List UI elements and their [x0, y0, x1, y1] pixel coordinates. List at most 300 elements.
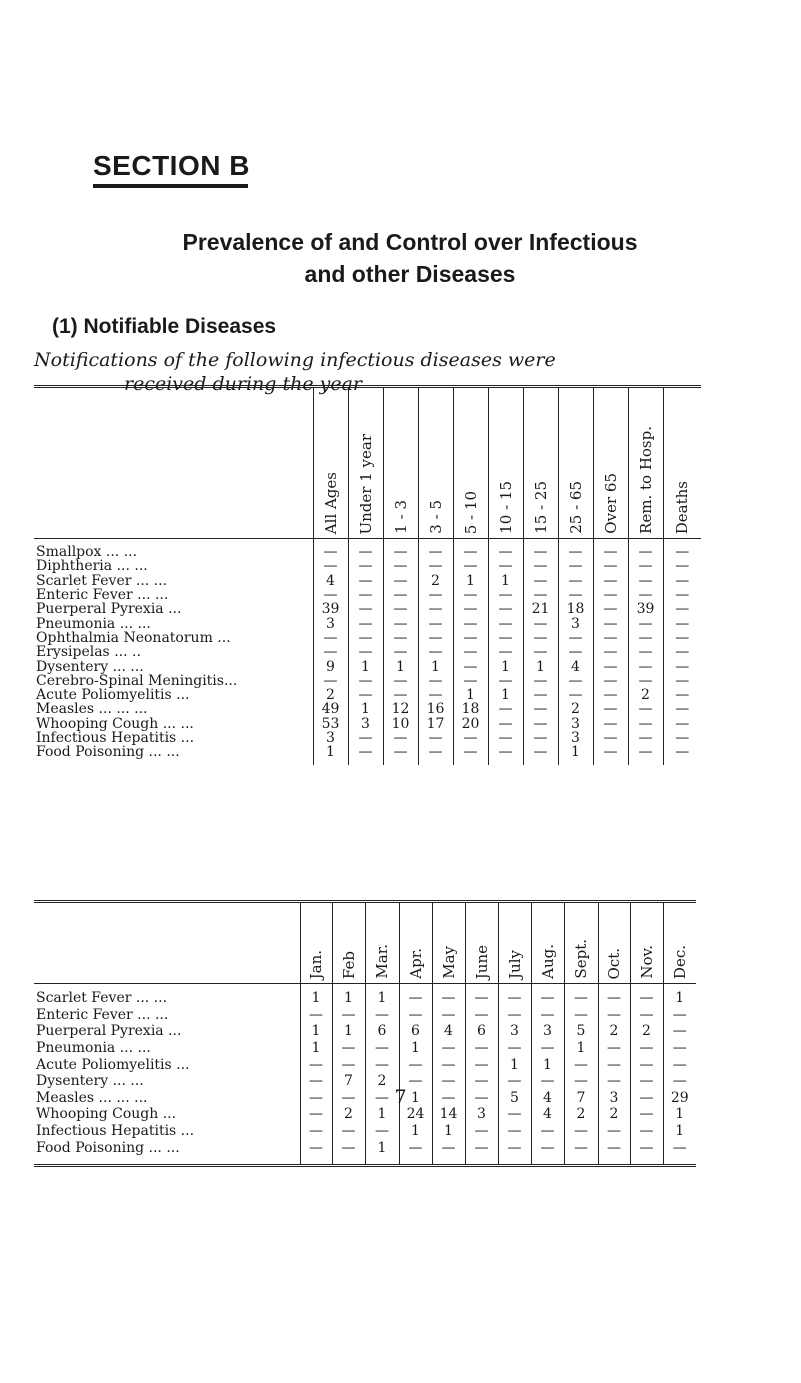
table-cell: — [593, 602, 628, 616]
table-cell: — [300, 1090, 332, 1107]
column-header-label: Sept. [572, 939, 590, 979]
table-cell: — [663, 559, 701, 573]
table-cell: 1 [523, 659, 558, 673]
table-cell: — [523, 645, 558, 659]
column-header [564, 902, 598, 984]
column-header-label: Aug. [538, 944, 557, 979]
table-row [34, 1007, 696, 1024]
table-cell: — [593, 539, 628, 560]
table-cell: 1 [365, 984, 399, 1007]
table-cell: — [399, 1139, 432, 1165]
table-cell: — [558, 688, 593, 702]
table-cell: — [348, 588, 383, 602]
table-cell: — [663, 731, 701, 745]
table-cell: — [313, 588, 348, 602]
table-cell: 17 [418, 717, 453, 731]
column-header-label: 25 - 65 [566, 481, 585, 534]
table-corner [34, 902, 300, 984]
disease-name: Scarlet Fever ... ... [36, 990, 168, 1007]
table-cell: 2 [598, 1106, 630, 1123]
table-cell: — [593, 631, 628, 645]
table-cell: — [663, 602, 701, 616]
table-cell: — [598, 1007, 630, 1024]
table-cell: — [630, 1073, 663, 1090]
table-cell: 1 [488, 688, 523, 702]
table-cell: 4 [558, 659, 593, 673]
column-header-label: Oct. [605, 947, 623, 979]
table-cell: — [598, 1123, 630, 1140]
table-cell: 1 [300, 1040, 332, 1057]
table-cell: — [348, 745, 383, 765]
column-header [313, 387, 348, 539]
table-cell: — [564, 1056, 598, 1073]
table-cell: 2 [598, 1023, 630, 1040]
table-cell: — [498, 984, 531, 1007]
table-cell: — [348, 559, 383, 573]
table-cell: — [348, 539, 383, 560]
column-header [628, 387, 663, 539]
table-cell: 1 [399, 1123, 432, 1140]
column-header-label: 10 - 15 [496, 481, 515, 534]
table-cell: 1 [365, 1106, 399, 1123]
table-cell: — [531, 1123, 564, 1140]
table-row [34, 588, 701, 602]
table-cell: — [453, 631, 488, 645]
table-cell: — [488, 702, 523, 716]
column-header-label: Deaths [673, 480, 692, 534]
table-cell: 1 [498, 1056, 531, 1073]
table-cell: — [313, 674, 348, 688]
table-cell: — [432, 1007, 465, 1024]
table-row [34, 1139, 696, 1165]
table-cell: — [418, 688, 453, 702]
table-cell: — [663, 717, 701, 731]
table-row [34, 539, 701, 560]
table-cell: — [523, 588, 558, 602]
table-cell: — [453, 539, 488, 560]
table-cell: — [593, 688, 628, 702]
column-header [348, 387, 383, 539]
column-header-label: May [439, 946, 458, 979]
table-cell: — [558, 631, 593, 645]
table-cell: — [630, 984, 663, 1007]
column-header [465, 902, 498, 984]
column-header [418, 387, 453, 539]
table-cell: — [365, 1040, 399, 1057]
table-cell: — [348, 688, 383, 702]
table-cell: 21 [523, 602, 558, 616]
table-cell: — [564, 984, 598, 1007]
disease-name: Scarlet Fever ... ... [36, 572, 168, 589]
table-cell: — [418, 631, 453, 645]
table-cell: 6 [465, 1023, 498, 1040]
title-line-2: and other Diseases [304, 261, 516, 287]
table-cell: 1 [663, 1123, 696, 1140]
table-cell: — [523, 717, 558, 731]
column-header-label: Dec. [670, 944, 689, 979]
table-row [34, 1023, 696, 1040]
table-cell: 1 [432, 1123, 465, 1140]
table-cell: 1 [453, 688, 488, 702]
table-cell: 3 [531, 1023, 564, 1040]
table-cell: — [313, 559, 348, 573]
disease-name: Measles ... ... ... [36, 1089, 148, 1106]
table-cell: 3 [558, 616, 593, 630]
table-cell: — [523, 631, 558, 645]
table-row [34, 984, 696, 1007]
table-cell: — [628, 659, 663, 673]
table-cell: — [432, 1139, 465, 1165]
table-cell: 39 [628, 602, 663, 616]
table-cell: — [488, 745, 523, 765]
table-cell: — [630, 1040, 663, 1057]
table-cell: — [418, 602, 453, 616]
table-cell: — [628, 539, 663, 560]
table-cell: — [663, 1023, 696, 1040]
table-cell: — [498, 1040, 531, 1057]
section-underline [93, 184, 248, 188]
table-cell: — [564, 1007, 598, 1024]
table-cell: — [418, 731, 453, 745]
table-cell: — [383, 731, 418, 745]
table-cell: 3 [465, 1106, 498, 1123]
disease-name: Food Poisoning ... ... [36, 1139, 180, 1156]
table-cell: — [348, 574, 383, 588]
table-cell: — [488, 616, 523, 630]
table-cell: — [598, 1040, 630, 1057]
table-cell: 10 [383, 717, 418, 731]
table-cell: 1 [313, 745, 348, 765]
table-cell: 1 [365, 1139, 399, 1165]
table-cell: 3 [558, 717, 593, 731]
disease-name: Puerperal Pyrexia ... [36, 601, 182, 618]
table-cell: — [418, 539, 453, 560]
table-cell: 2 [313, 688, 348, 702]
table-cell: — [523, 702, 558, 716]
table-cell: — [383, 574, 418, 588]
column-header-label: June [472, 944, 491, 979]
table-cell: 4 [432, 1023, 465, 1040]
table-cell: — [418, 559, 453, 573]
disease-name: Puerperal Pyrexia ... [36, 1023, 182, 1040]
disease-name: Dysentery ... ... [36, 1073, 144, 1090]
intro-line-2: received during the year [124, 373, 363, 395]
table-cell: 39 [313, 602, 348, 616]
table-cell: 2 [418, 574, 453, 588]
table-cell: — [383, 559, 418, 573]
table-cell: — [598, 1073, 630, 1090]
table-row [34, 602, 701, 616]
table-cell: 3 [498, 1023, 531, 1040]
column-header-label: Mar. [373, 944, 391, 979]
table-cell: — [383, 602, 418, 616]
table-cell: 12 [383, 702, 418, 716]
section-heading: SECTION B [93, 150, 250, 181]
table-cell: 2 [628, 688, 663, 702]
table-cell: — [300, 1139, 332, 1165]
table-cell: — [663, 1073, 696, 1090]
table-cell: — [453, 674, 488, 688]
table-cell: — [332, 1123, 365, 1140]
table-cell: — [488, 588, 523, 602]
table-cell: 1 [332, 1023, 365, 1040]
table-cell: — [663, 1056, 696, 1073]
table-cell: 1 [531, 1056, 564, 1073]
table-cell: 5 [498, 1090, 531, 1107]
table-cell: — [365, 1056, 399, 1073]
table-cell: — [593, 717, 628, 731]
table-cell: 2 [558, 702, 593, 716]
column-header [630, 902, 663, 984]
table-cell: 1 [300, 984, 332, 1007]
disease-name: Infectious Hepatitis ... [36, 730, 195, 746]
table-cell: — [531, 1040, 564, 1057]
table-cell: — [593, 645, 628, 659]
table-cell: — [432, 1056, 465, 1073]
age-group-table [34, 385, 701, 765]
table-row [34, 717, 701, 731]
table-row [34, 616, 701, 630]
table-cell: — [628, 631, 663, 645]
table-cell: 3 [313, 731, 348, 745]
column-header-label: 15 - 25 [531, 481, 550, 534]
table-cell: 1 [453, 574, 488, 588]
table-cell: — [313, 645, 348, 659]
subheading: (1) Notifiable Diseases [52, 315, 277, 338]
table-cell: — [498, 1073, 531, 1090]
table-cell: — [598, 1139, 630, 1165]
table-cell: — [453, 645, 488, 659]
table-cell: — [593, 559, 628, 573]
table-cell: — [628, 731, 663, 745]
column-header [523, 387, 558, 539]
disease-name: Pneumonia ... ... [36, 1040, 151, 1057]
table-cell: — [313, 539, 348, 560]
table-cell: — [498, 1139, 531, 1165]
table-corner [34, 387, 313, 539]
table-cell: — [432, 1073, 465, 1090]
table-cell: — [593, 588, 628, 602]
table-cell: — [663, 539, 701, 560]
table-cell: 1 [348, 659, 383, 673]
table-cell: — [593, 659, 628, 673]
table-cell: — [663, 588, 701, 602]
table-cell: — [523, 559, 558, 573]
table-cell: 5 [564, 1023, 598, 1040]
table-cell: — [531, 1139, 564, 1165]
column-header [488, 387, 523, 539]
table-cell: — [383, 645, 418, 659]
table-cell: — [418, 745, 453, 765]
table-cell: — [630, 1056, 663, 1073]
column-header-label: Nov. [637, 945, 656, 979]
table-cell: 3 [348, 717, 383, 731]
table-cell: — [663, 1040, 696, 1057]
table-cell: — [383, 631, 418, 645]
table-cell: — [453, 616, 488, 630]
table-cell: — [564, 1073, 598, 1090]
table-cell: — [523, 616, 558, 630]
table-cell: — [300, 1007, 332, 1024]
table-cell: 2 [365, 1073, 399, 1090]
column-header [593, 387, 628, 539]
table-row [34, 745, 701, 765]
table-cell: — [300, 1073, 332, 1090]
table-cell: — [399, 1007, 432, 1024]
table-cell: — [593, 574, 628, 588]
table-cell: — [630, 1090, 663, 1107]
column-header-label: 1 - 3 [391, 500, 410, 534]
table-cell: — [558, 559, 593, 573]
table-cell: 1 [418, 659, 453, 673]
table-cell: — [300, 1106, 332, 1123]
column-header-label: Apr. [406, 948, 425, 979]
table-cell: 18 [558, 602, 593, 616]
table-cell: 53 [313, 717, 348, 731]
disease-name: Whooping Cough ... [36, 1106, 177, 1123]
table-cell: 1 [663, 1106, 696, 1123]
table-row [34, 1123, 696, 1140]
disease-name: Food Poisoning ... ... [36, 744, 180, 761]
table-row [34, 1106, 696, 1123]
disease-name: Erysipelas ... .. [36, 644, 141, 661]
table-cell: — [399, 1073, 432, 1090]
column-header [558, 387, 593, 539]
table-cell: — [332, 1056, 365, 1073]
table-cell: — [630, 1139, 663, 1165]
page-number: 7 [394, 1086, 407, 1108]
table-cell: — [663, 745, 701, 765]
column-header-label: Feb [339, 950, 358, 979]
table-cell: — [663, 645, 701, 659]
table-cell: — [348, 631, 383, 645]
table-cell: 1 [488, 574, 523, 588]
table-cell: — [663, 574, 701, 588]
table-cell: — [628, 745, 663, 765]
table-cell: — [418, 645, 453, 659]
table-cell: — [498, 1123, 531, 1140]
table-cell: — [332, 1139, 365, 1165]
column-header-label: Over 65 [601, 473, 620, 534]
table-cell: — [348, 602, 383, 616]
column-header [598, 902, 630, 984]
table-cell: — [300, 1056, 332, 1073]
table-cell: 1 [300, 1023, 332, 1040]
table-cell: — [630, 1123, 663, 1140]
disease-name: Infectious Hepatitis ... [36, 1123, 195, 1140]
table-cell: — [498, 1106, 531, 1123]
table-cell: — [498, 1007, 531, 1024]
disease-name: Acute Poliomyelitis ... [36, 1056, 190, 1073]
table-cell: — [453, 559, 488, 573]
table-cell: — [663, 702, 701, 716]
table-cell: — [332, 1090, 365, 1107]
table-cell: — [465, 1073, 498, 1090]
table-cell: 24 [399, 1106, 432, 1123]
table-cell: — [598, 984, 630, 1007]
table-cell: — [488, 602, 523, 616]
table-cell: — [432, 1090, 465, 1107]
column-header [498, 902, 531, 984]
column-header [663, 387, 701, 539]
table-cell: — [383, 588, 418, 602]
table-cell: — [663, 1139, 696, 1165]
table-cell: 18 [453, 702, 488, 716]
table-cell: 1 [399, 1090, 432, 1107]
table-cell: — [365, 1007, 399, 1024]
table-cell: — [523, 674, 558, 688]
table-cell: — [399, 984, 432, 1007]
table-cell: — [593, 702, 628, 716]
table-cell: — [465, 1090, 498, 1107]
table-row [34, 1040, 696, 1057]
table-cell: — [523, 688, 558, 702]
table-cell: — [488, 631, 523, 645]
table-cell: — [365, 1090, 399, 1107]
column-header-label: Under 1 year [356, 433, 375, 534]
column-header [365, 902, 399, 984]
table-row [34, 702, 701, 716]
page-title [60, 226, 760, 290]
disease-name: Cerebro-Spinal Meningitis... [36, 672, 238, 689]
table-cell: — [593, 674, 628, 688]
table-cell: — [598, 1056, 630, 1073]
table-cell: — [418, 616, 453, 630]
column-header-label: Jan. [307, 949, 325, 979]
monthly-table [34, 900, 696, 1167]
disease-name: Enteric Fever ... ... [36, 1006, 169, 1023]
table-cell: 1 [399, 1040, 432, 1057]
table-cell: — [300, 1123, 332, 1140]
table-cell: 49 [313, 702, 348, 716]
table-cell: — [593, 616, 628, 630]
table-cell: 2 [332, 1106, 365, 1123]
column-header-label: Rem. to Hosp. [636, 426, 655, 534]
table-cell: — [564, 1123, 598, 1140]
column-header [432, 902, 465, 984]
table-cell: — [663, 1007, 696, 1024]
table-cell: — [523, 745, 558, 765]
table-cell: — [465, 1139, 498, 1165]
intro-line-1: Notifications of the following infectious diseases were [34, 349, 556, 371]
table-cell: — [465, 1007, 498, 1024]
table-cell: — [663, 688, 701, 702]
table-cell: — [593, 745, 628, 765]
table-cell: — [531, 984, 564, 1007]
table-cell: — [453, 602, 488, 616]
table-row [34, 659, 701, 673]
table-row [34, 1056, 696, 1073]
table-cell: — [383, 616, 418, 630]
table-cell: — [558, 645, 593, 659]
table-cell: — [348, 674, 383, 688]
disease-name: Ophthalmia Neonatorum ... [36, 629, 231, 646]
table-cell: — [531, 1073, 564, 1090]
table-cell: — [348, 616, 383, 630]
disease-name: Dysentery ... ... [36, 658, 144, 675]
table-cell: — [628, 559, 663, 573]
table-cell: — [332, 1007, 365, 1024]
table-row [34, 559, 701, 573]
table-cell: — [558, 588, 593, 602]
table-cell: — [628, 588, 663, 602]
column-header [383, 387, 418, 539]
table-cell: 4 [531, 1090, 564, 1107]
table-cell: 16 [418, 702, 453, 716]
table-cell: — [418, 588, 453, 602]
table-cell: — [453, 588, 488, 602]
table-row [34, 688, 701, 702]
